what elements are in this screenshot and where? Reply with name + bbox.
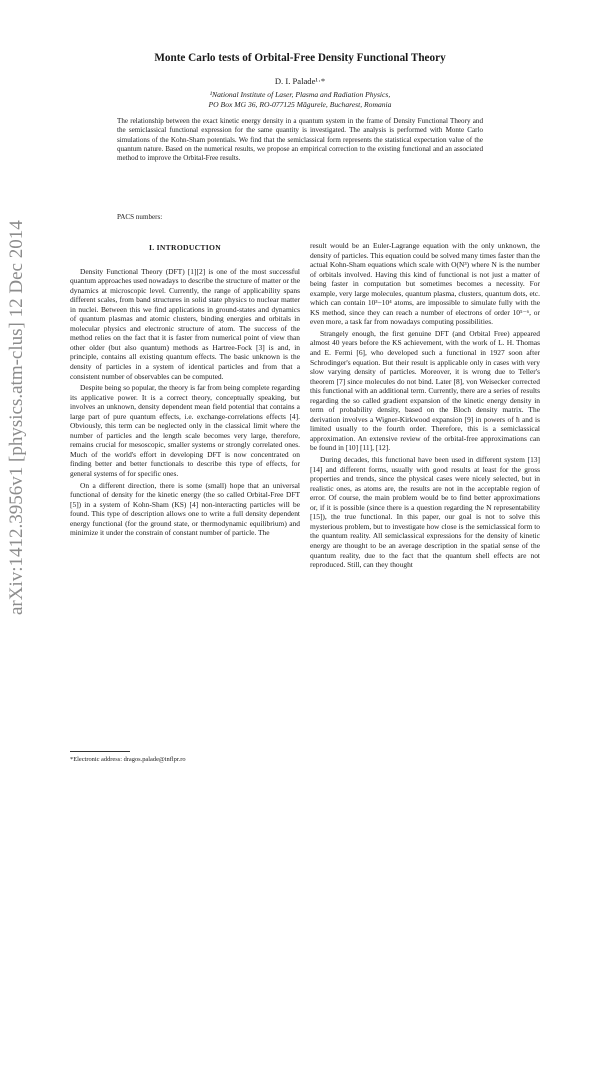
right-column	[310, 241, 540, 570]
arxiv-stamp	[6, 220, 36, 1075]
arxiv-identifier: arXiv:1412.3956v1 [physics.atm-clus] 12 Dec 2014	[6, 220, 27, 615]
affiliation-line-2: PO Box MG 36, RO-077125 Măgurele, Bucharest, Romania	[208, 100, 392, 109]
paragraph: During decades, this functional have been used in different system [13] [14] and different forms, usually with good results at least for the gross properties and trends, since the physical cases were nicely selected, but in realistic ones, as atoms are, the results are not in the acceptable region of error. Of course, the main problem would be to find better approximations or, if it is possible (since there is a question regarding the N representability [15]), the true functional. In this paper, our goal is not to solve this mysterious problem, but to investigate how close is the semiclassical form to the quantum reality. All semiclassical expressions for the density of kinetic energy are thought to be an average description in the spatial sense of the quantum reality, due to the fact that the quantum shell effects are not reproduced. Still, can they thought	[310, 455, 540, 570]
paragraph: Density Functional Theory (DFT) [1][2] is one of the most successful quantum approaches used nowadays to describe the structure of matter or the dynamics at microscopic level. Currently, the range of applicability spans different scales, from band structures in solid state physics to nuclear matter in nuclei. Between this we find applications in ground-states and dynamics of quantum plasmas and atomic clusters, binding energies and orbitals in molecular physics and electronic structure of atom. The success of the method relies on the fact that it is faster from numerical point of view than other older (but also quantum) methods as Hartree-Fock [3] is and, in principle, contains all existing quantum effects. The basic unknown is the density of particles in a system of identical particles and from that a consistent number of observables can be computed.	[70, 266, 300, 381]
paper-title: Monte Carlo tests of Orbital-Free Density Functional Theory	[154, 52, 446, 64]
paragraph: Despite being so popular, the theory is far from being complete regarding its applicative power. It is a correct theory, conceptually speaking, but involves an unknown, density dependent mean field potential that contains a large part of pure quantum effects, i.e. exchange-correlations effects [4]. Obviously, this term can be neglected only in the classical limit where the number of particles and the length scale becomes very large, therefore, remains crucial for mesoscopic, smaller systems or strongly correlated ones. Much of the world's effort in developing DFT is now concentrated on finding better and better functionals to describe this type of effects, for general systems of for specific ones.	[70, 383, 300, 479]
paragraph: On a different direction, there is some (small) hope that an universal functional of density for the kinetic energy (the so called Orbital-Free DFT [5]) in a system of Kohn-Sham (KS) [4] non-interacting particles will be found. This type of description allows one to write a full density dependent energy functional (for the ground state, or thermodynamic equilibrium) and minimize it under the constrain of constant number of particle. The	[70, 480, 300, 538]
author: D. I. Palade¹·*	[274, 76, 326, 86]
affiliation	[60, 90, 540, 110]
paragraph: result would be an Euler-Lagrange equation with the only unknown, the density of particles. This equation could be solved many times faster than the actual Kohn-Sham equations which scale with O(N³) where N is the number of orbitals involved. Having this kind of functional is not just a matter of being faster in computation but sometimes becomes a necessity. For example, very large molecules, quantum plasma, clusters, quantum dots, etc. which can contain 10³−10⁴ atoms, are impossible to simulate fully with the KS method, since they can reach a number of electrons of order 10⁵⁻⁶, or even more, a task far from nowadays computing possibilities.	[310, 241, 540, 327]
affiliation-line-1: ¹National Institute of Laser, Plasma and Radiation Physics,	[209, 90, 391, 99]
footnote-divider	[70, 751, 130, 752]
abstract: The relationship between the exact kinetic energy density in a quantum system in the frame of Density Functional Theory and the semiclassical functional expression for the same quantity is investigated. The analysis is performed with Monte Carlo simulations of the Kohn-Sham potentials. We find that the semiclassical form represents the statistical expectation value of the quantum nature. Based on the numerical results, we propose an empirical correction to the existing functional and an associated method to improve the Orbital-Free results.	[117, 117, 483, 163]
footnote: *Electronic address: dragos.palade@inflpr.ro	[70, 756, 186, 763]
paragraph: Strangely enough, the first genuine DFT (and Orbital Free) appeared almost 40 years before the KS achievement, with the work of L. H. Thomas and E. Fermi [6], who developed such a functional in 1927 soon after Schrodinger's equation. But their result is applicable only in cases with very slow varying density of particles. Moreover, it is wrong due to Teller's theorem [7] since molecules do not bind. Later [8], von Weisecker corrected this functional with an additional term. Currently, there are a series of results regarding the so called gradient expansion of the kinetic energy density in term of probability density, based on the Bloch density matrix. The derivation involves a Wigner-Kirkwood expansion [9] in powers of ħ and is limited usually to the fourth order. Therefore, this is a semiclassical approximation. An extensive review of the orbital-free approximations can be found in [10] [11], [12].	[310, 328, 540, 453]
pacs-numbers: PACS numbers:	[117, 213, 163, 221]
left-column	[70, 241, 300, 538]
section-heading: I. INTRODUCTION	[148, 243, 221, 252]
